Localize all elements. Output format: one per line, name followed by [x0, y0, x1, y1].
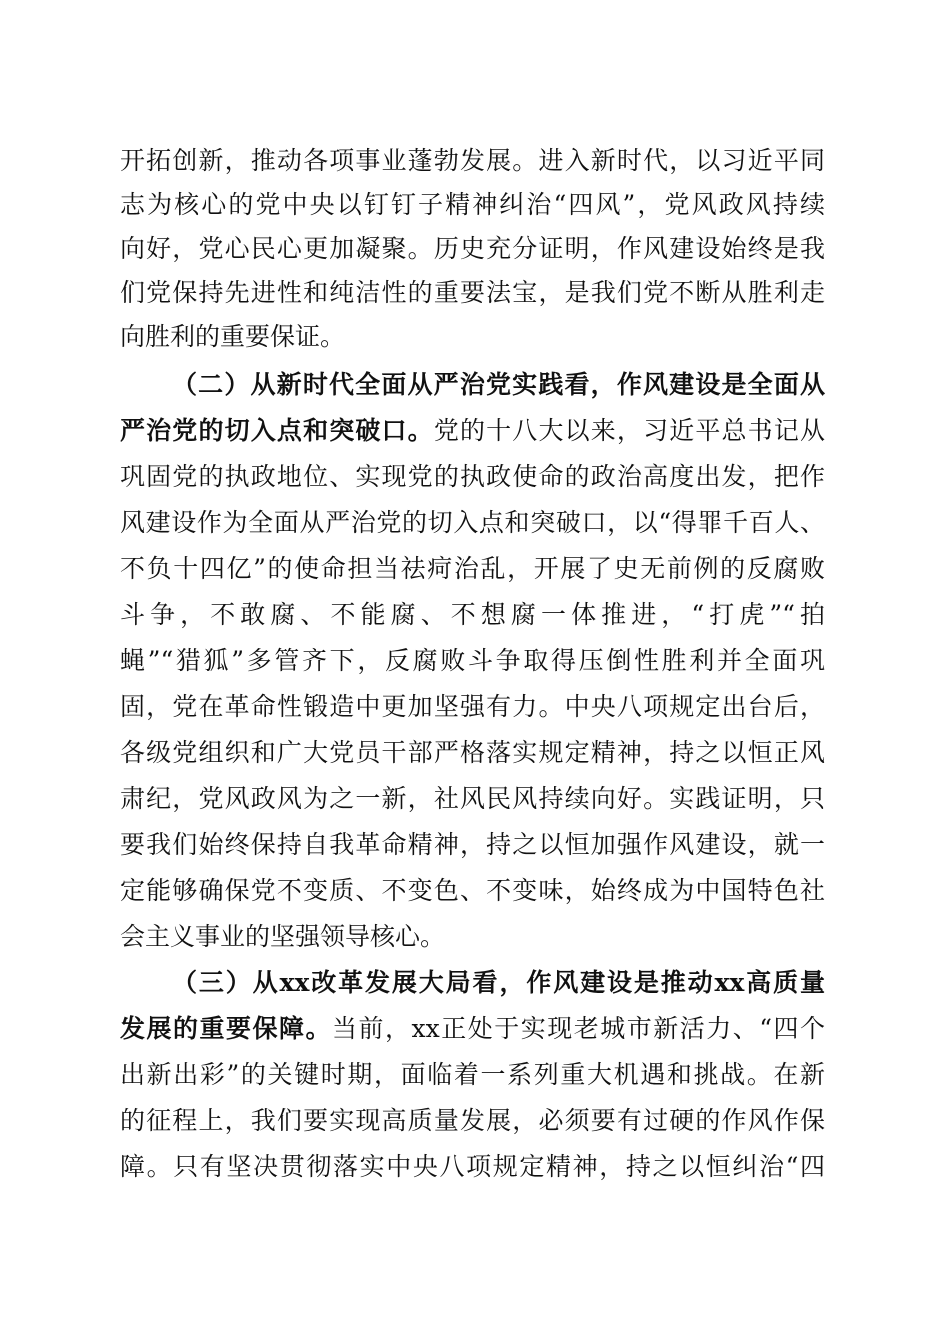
line-text: 会主义事业的坚强领导核心。 — [120, 922, 446, 951]
line-text: 的征程上，我们要实现高质量发展，必须要有过硬的作风作保 — [120, 1106, 825, 1135]
text-line — [120, 1008, 825, 1050]
line-text: 各级党组织和广大党员干部严格落实规定精神，持之以恒正风 — [120, 738, 825, 767]
text-line — [120, 410, 825, 452]
line-text: 斗争，不敢腐、不能腐、不想腐一体推进，“打虎”“拍 — [120, 600, 825, 629]
line-text: 肃纪，党风政风为之一新，社风民风持续向好。实践证明，只 — [120, 784, 825, 813]
text-line — [120, 140, 825, 182]
text-line — [120, 272, 825, 314]
text-line — [120, 316, 825, 358]
text-line — [120, 594, 825, 636]
line-text: 蝇”“猎狐”多管齐下，反腐败斗争取得压倒性胜利并全面巩 — [120, 646, 825, 675]
text-line — [120, 1146, 825, 1188]
line-text: 们党保持先进性和纯洁性的重要法宝，是我们党不断从胜利走 — [120, 278, 825, 307]
text-line — [120, 870, 825, 912]
text-line — [120, 184, 825, 226]
line-text: 风建设作为全面从严治党的切入点和突破口，以“得罪千百人、 — [120, 508, 825, 537]
text-line — [120, 778, 825, 820]
text-line — [120, 640, 825, 682]
text-line — [120, 1054, 825, 1096]
section-heading: （二）从新时代全面从严治党实践看，作风建设是全面从 — [172, 370, 825, 399]
line-text: 志为核心的党中央以钉钉子精神纠治“四风”，党风政风持续 — [120, 190, 825, 219]
text-line — [120, 502, 825, 544]
text-line — [120, 1100, 825, 1142]
line-text: 开拓创新，推动各项事业蓬勃发展。进入新时代，以习近平同 — [120, 146, 825, 175]
line-text: 固，党在革命性锻造中更加坚强有力。中央八项规定出台后， — [120, 692, 825, 721]
line-text: 党的十八大以来，习近平总书记从 — [433, 416, 825, 445]
line-text: 障。只有坚决贯彻落实中央八项规定精神，持之以恒纠治“四 — [120, 1152, 825, 1181]
section-heading: 发展的重要保障。 — [120, 1014, 333, 1043]
line-text: 巩固党的执政地位、实现党的执政使命的政治高度出发，把作 — [120, 462, 825, 491]
text-line — [120, 456, 825, 498]
section-heading-line — [172, 962, 825, 1004]
line-text: 当前，xx正处于实现老城市新活力、“四个 — [332, 1014, 825, 1043]
line-text: 出新出彩”的关键时期，面临着一系列重大机遇和挑战。在新 — [120, 1060, 825, 1089]
line-text: 定能够确保党不变质、不变色、不变味，始终成为中国特色社 — [120, 876, 825, 905]
text-line — [120, 824, 825, 866]
text-line — [120, 548, 825, 590]
text-line — [120, 686, 825, 728]
section-heading: （三）从xx改革发展大局看，作风建设是推动xx高质量 — [172, 968, 825, 997]
text-line — [120, 916, 825, 958]
line-text: 向好，党心民心更加凝聚。历史充分证明，作风建设始终是我 — [120, 234, 825, 263]
line-text: 要我们始终保持自我革命精神，持之以恒加强作风建设，就一 — [120, 830, 825, 859]
text-line — [120, 228, 825, 270]
line-text: 向胜利的重要保证。 — [120, 322, 346, 351]
line-text: 不负十四亿”的使命担当祛疴治乱，开展了史无前例的反腐败 — [120, 554, 825, 583]
section-heading: 严治党的切入点和突破口。 — [120, 416, 434, 445]
section-heading-line — [172, 364, 825, 406]
text-line — [120, 732, 825, 774]
